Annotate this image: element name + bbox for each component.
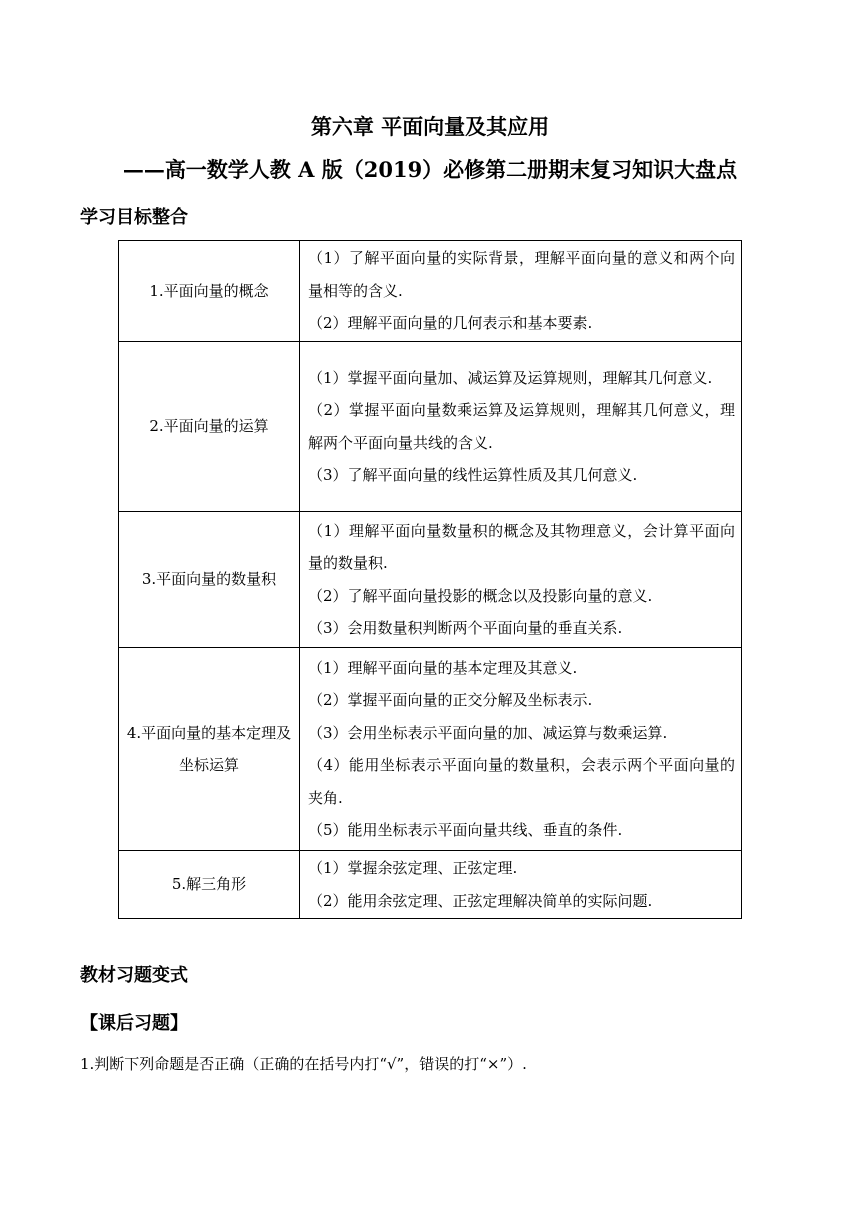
- objectives-heading: 学习目标整合: [80, 207, 188, 228]
- topic-cell: 2.平面向量的运算: [119, 342, 300, 512]
- goals-cell: [300, 851, 742, 919]
- goal-item: （1）理解平面向量的基本定理及其意义.: [308, 658, 578, 677]
- goals-cell: [300, 342, 742, 512]
- goal-item: （2）理解平面向量的几何表示和基本要素.: [308, 314, 593, 333]
- table-row: [119, 648, 742, 851]
- goal-item: （3）了解平面向量的线性运算性质及其几何意义.: [308, 466, 638, 484]
- topic-cell: 4.平面向量的基本定理及坐标运算: [119, 648, 300, 851]
- goal-item: （4）能用坐标表示平面向量的数量积，会表示两个平面向量的夹角.: [308, 756, 735, 807]
- goals-cell: [300, 648, 742, 851]
- table-row: [119, 241, 742, 342]
- goal-item: （2）掌握平面向量的正交分解及坐标表示.: [308, 691, 593, 709]
- goal-item: （1）掌握平面向量加、减运算及运算规则，理解其几何意义.: [308, 368, 713, 387]
- goal-item: （2）了解平面向量投影的概念以及投影向量的意义.: [308, 586, 653, 605]
- topic-cell: 1.平面向量的概念: [119, 241, 300, 342]
- chapter-subtitle: ——高一数学人教 A 版（2019）必修第二册期末复习知识大盘点: [122, 157, 738, 182]
- goals-cell: [300, 512, 742, 648]
- topic-cell: 5.解三角形: [119, 851, 300, 919]
- exercises-heading: 教材习题变式: [80, 965, 188, 986]
- goal-item: （5）能用坐标表示平面向量共线、垂直的条件.: [308, 821, 623, 839]
- goals-cell: [300, 241, 742, 342]
- homework-subheading: 【课后习题】: [80, 1013, 188, 1034]
- table-row: [119, 851, 742, 919]
- table-row: [119, 512, 742, 648]
- question-1: 1.判断下列命题是否正确（正确的在括号内打“√”，错误的打“×”）.: [80, 1055, 527, 1073]
- goal-item: （1）了解平面向量的实际背景，理解平面向量的意义和两个向量相等的含义.: [308, 249, 735, 300]
- goal-item: （3）会用数量积判断两个平面向量的垂直关系.: [308, 619, 623, 637]
- goal-item: （3）会用坐标表示平面向量的加、减运算与数乘运算.: [308, 723, 668, 742]
- goal-item: （2）掌握平面向量数乘运算及运算规则，理解其几何意义，理解两个平面向量共线的含义.: [308, 401, 735, 452]
- topic-cell: 3.平面向量的数量积: [119, 512, 300, 648]
- objectives-table: [118, 240, 742, 919]
- table-row: [119, 342, 742, 512]
- goal-item: （2）能用余弦定理、正弦定理解决简单的实际问题.: [308, 891, 653, 910]
- goal-item: （1）理解平面向量数量积的概念及其物理意义，会计算平面向量的数量积.: [308, 521, 735, 572]
- goal-item: （1）掌握余弦定理、正弦定理.: [308, 859, 518, 877]
- chapter-title: 第六章 平面向量及其应用: [310, 114, 550, 139]
